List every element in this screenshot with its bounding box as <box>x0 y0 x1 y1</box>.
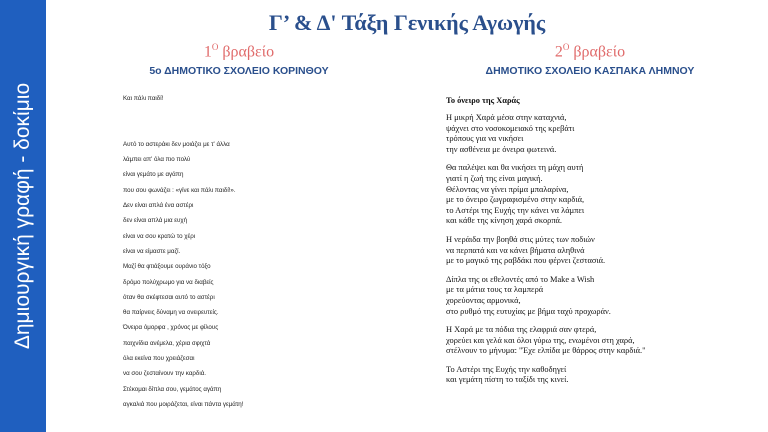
poem-stanza <box>446 113 746 155</box>
poem-line: στο ρυθμό της ευτυχίας με βήμα ταχύ προχωράν. <box>446 306 611 316</box>
first-prize-number: 1 <box>203 43 212 61</box>
first-prize-label <box>108 42 370 61</box>
poem-line: τρόπους για να νικήσει <box>446 134 524 144</box>
poem-line: Μαζί θα φτιάξουμε ουράνιο τόξο <box>123 263 211 271</box>
poem-line: χορεύοντας αρμονικά, <box>446 295 521 305</box>
poem-line: Δεν είναι απλά ένα αστέρι <box>123 202 194 210</box>
poem-gap <box>123 106 363 121</box>
poem-line: Στέκομαι δίπλα σου, γεμάτος αγάπη <box>123 385 222 393</box>
poem-line: Αυτό το αστεράκι δεν μοιάζει με τ' άλλα <box>123 140 230 148</box>
poem-stanza <box>446 365 746 386</box>
poem-line: Και πάλι παιδί! <box>123 95 164 102</box>
poem-stanza <box>446 325 746 357</box>
first-prize-word: βραβείο <box>222 43 275 61</box>
poem-line: που σου φωνάζει : «γίνε και πάλι παιδί!». <box>123 186 236 194</box>
poem-line: και κάθε της κίνηση χαρά σκορπά. <box>446 216 563 226</box>
second-prize-header <box>440 42 740 77</box>
second-prize-ordinal: Ο <box>562 42 570 52</box>
first-prize-poem <box>123 91 363 412</box>
poem-line: στέλνουν το μήνυμα: "Έχε ελπίδα με θάρρος στην καρδιά." <box>446 346 646 356</box>
poem-line: να σου ζεσταίνουν την καρδιά. <box>123 370 207 378</box>
poem-line: Η νεράιδα την βοηθά στις μύτες των ποδιών <box>446 234 595 244</box>
poem-line: ψάχνει στο νοσοκομειακό της κρεβάτι <box>446 123 575 133</box>
poem-line: Όνειρα όμορφα , χρόνος με φίλους <box>123 324 219 332</box>
poem-stanza <box>446 275 746 317</box>
poem-line: είναι να είμαστε μαζί. <box>123 247 181 255</box>
first-prize-school: 5ο ΔΗΜΟΤΙΚΟ ΣΧΟΛΕΙΟ ΚΟΡΙΝΘΟΥ <box>149 65 329 78</box>
second-prize-word: βραβείο <box>573 43 626 61</box>
poem-line: δεν είναι απλά μια ευχή <box>123 217 188 225</box>
poem-line: είναι να σου κρατώ το χέρι <box>123 232 196 240</box>
poem-line: λάμπει απ' όλα πιο πολύ <box>123 156 191 164</box>
page-title: Γ’ & Δ' Τάξη Γενικής Αγωγής <box>268 10 546 35</box>
first-prize-ordinal: Ο <box>211 42 219 52</box>
poem-line: Θα παλέψει και θα νικήσει τη μάχη αυτή <box>446 163 584 173</box>
poem-stanza <box>446 235 746 267</box>
poem-stanza <box>446 163 746 227</box>
poem-line: και γεμάτη πίστη το ταξίδι της κινεί. <box>446 375 569 385</box>
poem-line: Η μικρή Χαρά μέσα στην καταχνιά, <box>446 113 567 122</box>
poem-gap <box>123 122 363 137</box>
poem-line: όταν θα σκέφτεσαι αυτό το αστέρι <box>123 293 215 301</box>
poem-line: όλα εκείνα που χρειάζεσαι <box>123 355 195 363</box>
poem-line: γιατί η ζωή της είναι μαγική. <box>446 173 543 183</box>
poem-line: Η Χαρά με τα πόδια της ελαφριά σαν φτερά, <box>446 325 597 335</box>
second-prize-label <box>440 42 740 61</box>
poem-line: θα παίρνεις δύναμη να ονειρευτείς. <box>123 309 219 317</box>
poem-line: να περπατά και να κάνει βήματα αληθινά <box>446 245 585 255</box>
poem-line: χορεύει και γελά και όλοι γύρω της, ενωμένοι στη χαρά, <box>446 335 635 345</box>
first-prize-header <box>108 42 370 77</box>
poem-line: με το μαγικό της ραβδάκι που φέρνει ζεστασιά. <box>446 256 606 266</box>
poem-line: αγκαλιά που μοιράζεται, είναι πάντα γεμάτη! <box>123 400 244 408</box>
second-prize-number: 2 <box>554 43 563 61</box>
second-poem-title: Το όνειρο της Χαράς <box>446 96 520 105</box>
poem-line: το Αστέρι της Ευχής την κάνει να λάμπει <box>446 205 585 215</box>
poem-line: με το όνειρο ζωγραφισμένο στην καρδιά, <box>446 195 585 205</box>
poem-line: είναι γεμάτο με αγάπη <box>123 171 184 179</box>
sidebar-title: Δημιουργική γραφή - δοκίμιο <box>11 82 34 350</box>
poem-line: Θέλοντας να γίνει πρίμα μπαλαρίνα, <box>446 184 569 194</box>
poem-line: με τα μάτια τους τα λαμπερά <box>446 285 544 295</box>
poem-line: Το Αστέρι της Ευχής την καθοδηγεί <box>446 364 567 374</box>
sidebar <box>0 0 46 432</box>
poem-line: την ασθένεια με όνειρα φωτεινά. <box>446 144 557 154</box>
poem-line: Δίπλα της οι εθελοντές από το Make a Wish <box>446 274 595 284</box>
second-prize-school: ΔΗΜΟΤΙΚΟ ΣΧΟΛΕΙΟ ΚΑΣΠΑΚΑ ΛΗΜΝΟΥ <box>485 65 695 78</box>
poem-line: παιχνίδια ανέμελα, χέρια σφιχτά <box>123 339 211 347</box>
poem-line: δρόμο πολύχρωμο για να διαβείς <box>123 278 214 286</box>
second-prize-poem <box>446 96 746 394</box>
